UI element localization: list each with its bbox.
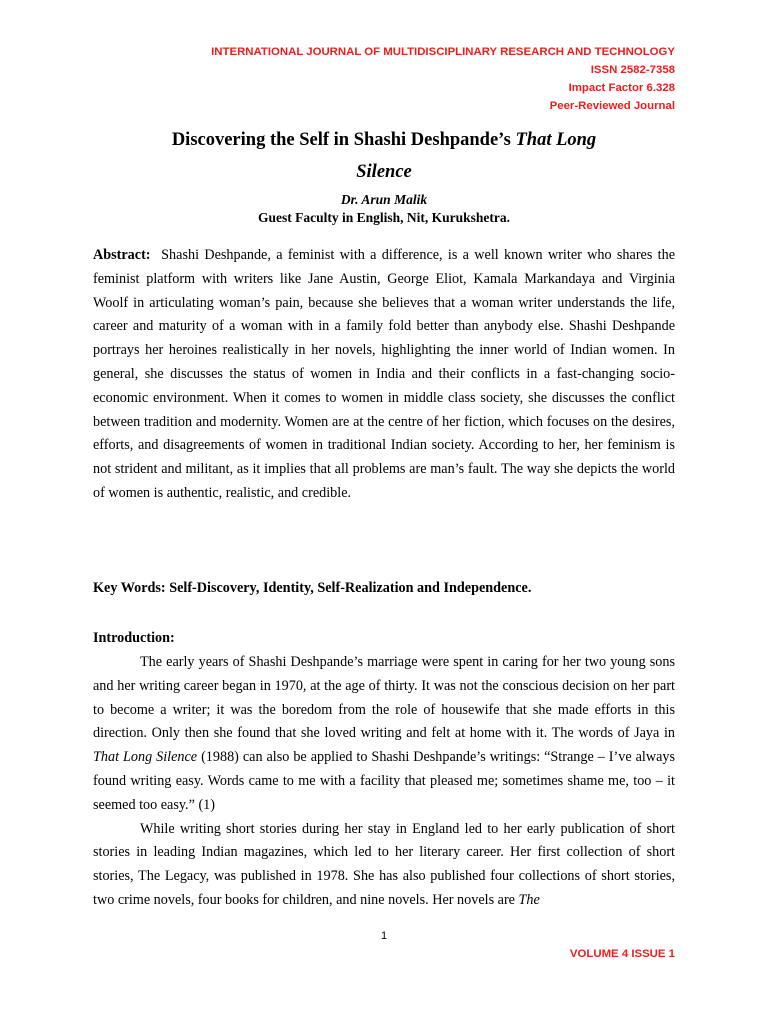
introduction-heading: Introduction:: [93, 630, 175, 646]
abstract-label: Abstract:: [93, 247, 151, 263]
journal-name: INTERNATIONAL JOURNAL OF MULTIDISCIPLINARY RESEARCH AND TECHNOLOGY: [211, 46, 675, 58]
impact-factor: Impact Factor 6.328: [568, 82, 675, 94]
abstract-text: Shashi Deshpande, a feminist with a difference, is a well known writer who shares the feminist platform with writers like Jane Austin, George Eliot, Kamala Markandaya and Virginia Woolf in articulating woman’s pain, because she believes that a woman writer understands the life, career and maturity of a woman with in a family fold better than anybody else. Shashi Deshpande portrays her heroines realistically in her novels, highlighting the inner world of Indian women. In general, she discusses the status of women in India and their conflicts in a fast-changing socio-economic environment. When it comes to women in middle class society, she discusses the conflict between tradition and modernity. Women are at the centre of her fiction, which focuses on the desires, efforts, and disagreements of women in traditional Indian society. According to her, her feminism is not strident and militant, as it implies that all problems are man’s fault. The way she depicts the world of women is authentic, realistic, and credible.: [93, 247, 676, 501]
title-line-1: [0, 124, 768, 156]
title-main: Discovering the Self in Shashi Deshpande’s: [171, 130, 516, 150]
abstract: [93, 244, 675, 506]
intro-paragraph-2: [93, 818, 675, 913]
keywords: Key Words: Self-Discovery, Identity, Self-Realization and Independence.: [93, 580, 532, 596]
intro-p1-text-b: (1988) can also be applied to Shashi Deshpande’s writings: “Strange – I’ve always found writing easy. Words came to me with a facility that pleased me; sometimes shame me, too – it seemed too easy.” (1): [93, 749, 675, 813]
intro-p2-italic: The: [518, 891, 540, 908]
peer-review-label: Peer-Reviewed Journal: [549, 100, 675, 112]
introduction-body: [93, 651, 675, 913]
title-italic-1: That Long: [515, 130, 597, 150]
author-name: Dr. Arun Malik: [340, 192, 428, 207]
journal-header: [211, 43, 675, 115]
intro-p1-italic: That Long Silence: [93, 749, 198, 766]
issn: ISSN 2582-7358: [590, 64, 675, 76]
author-block: [0, 191, 768, 227]
author-affiliation: Guest Faculty in English, Nit, Kurukshetra.: [257, 210, 511, 225]
intro-p1-text-a: The early years of Shashi Deshpande’s marriage were spent in caring for her two young sons and her writing career began in 1970, at the age of thirty. It was not the conscious decision on her part to become a writer; it was the boredom from the role of housewife that she made efforts in this direction. Only then she found that she loved writing and felt at home with it. The words of Jaya in: [93, 654, 675, 742]
intro-p2-text-a: While writing short stories during her stay in England led to her early publication of short stories in leading Indian magazines, which led to her literary career. Her first collection of short stories, The Legacy, was published in 1978. She has also published four collections of short stories, two crime novels, four books for children, and nine novels. Her novels are: [93, 820, 675, 908]
title-italic-2: Silence: [356, 162, 412, 182]
page-number: 1: [380, 930, 388, 942]
volume-issue: VOLUME 4 ISSUE 1: [569, 948, 675, 960]
paper-title: [0, 124, 768, 188]
intro-paragraph-1: [93, 651, 675, 818]
